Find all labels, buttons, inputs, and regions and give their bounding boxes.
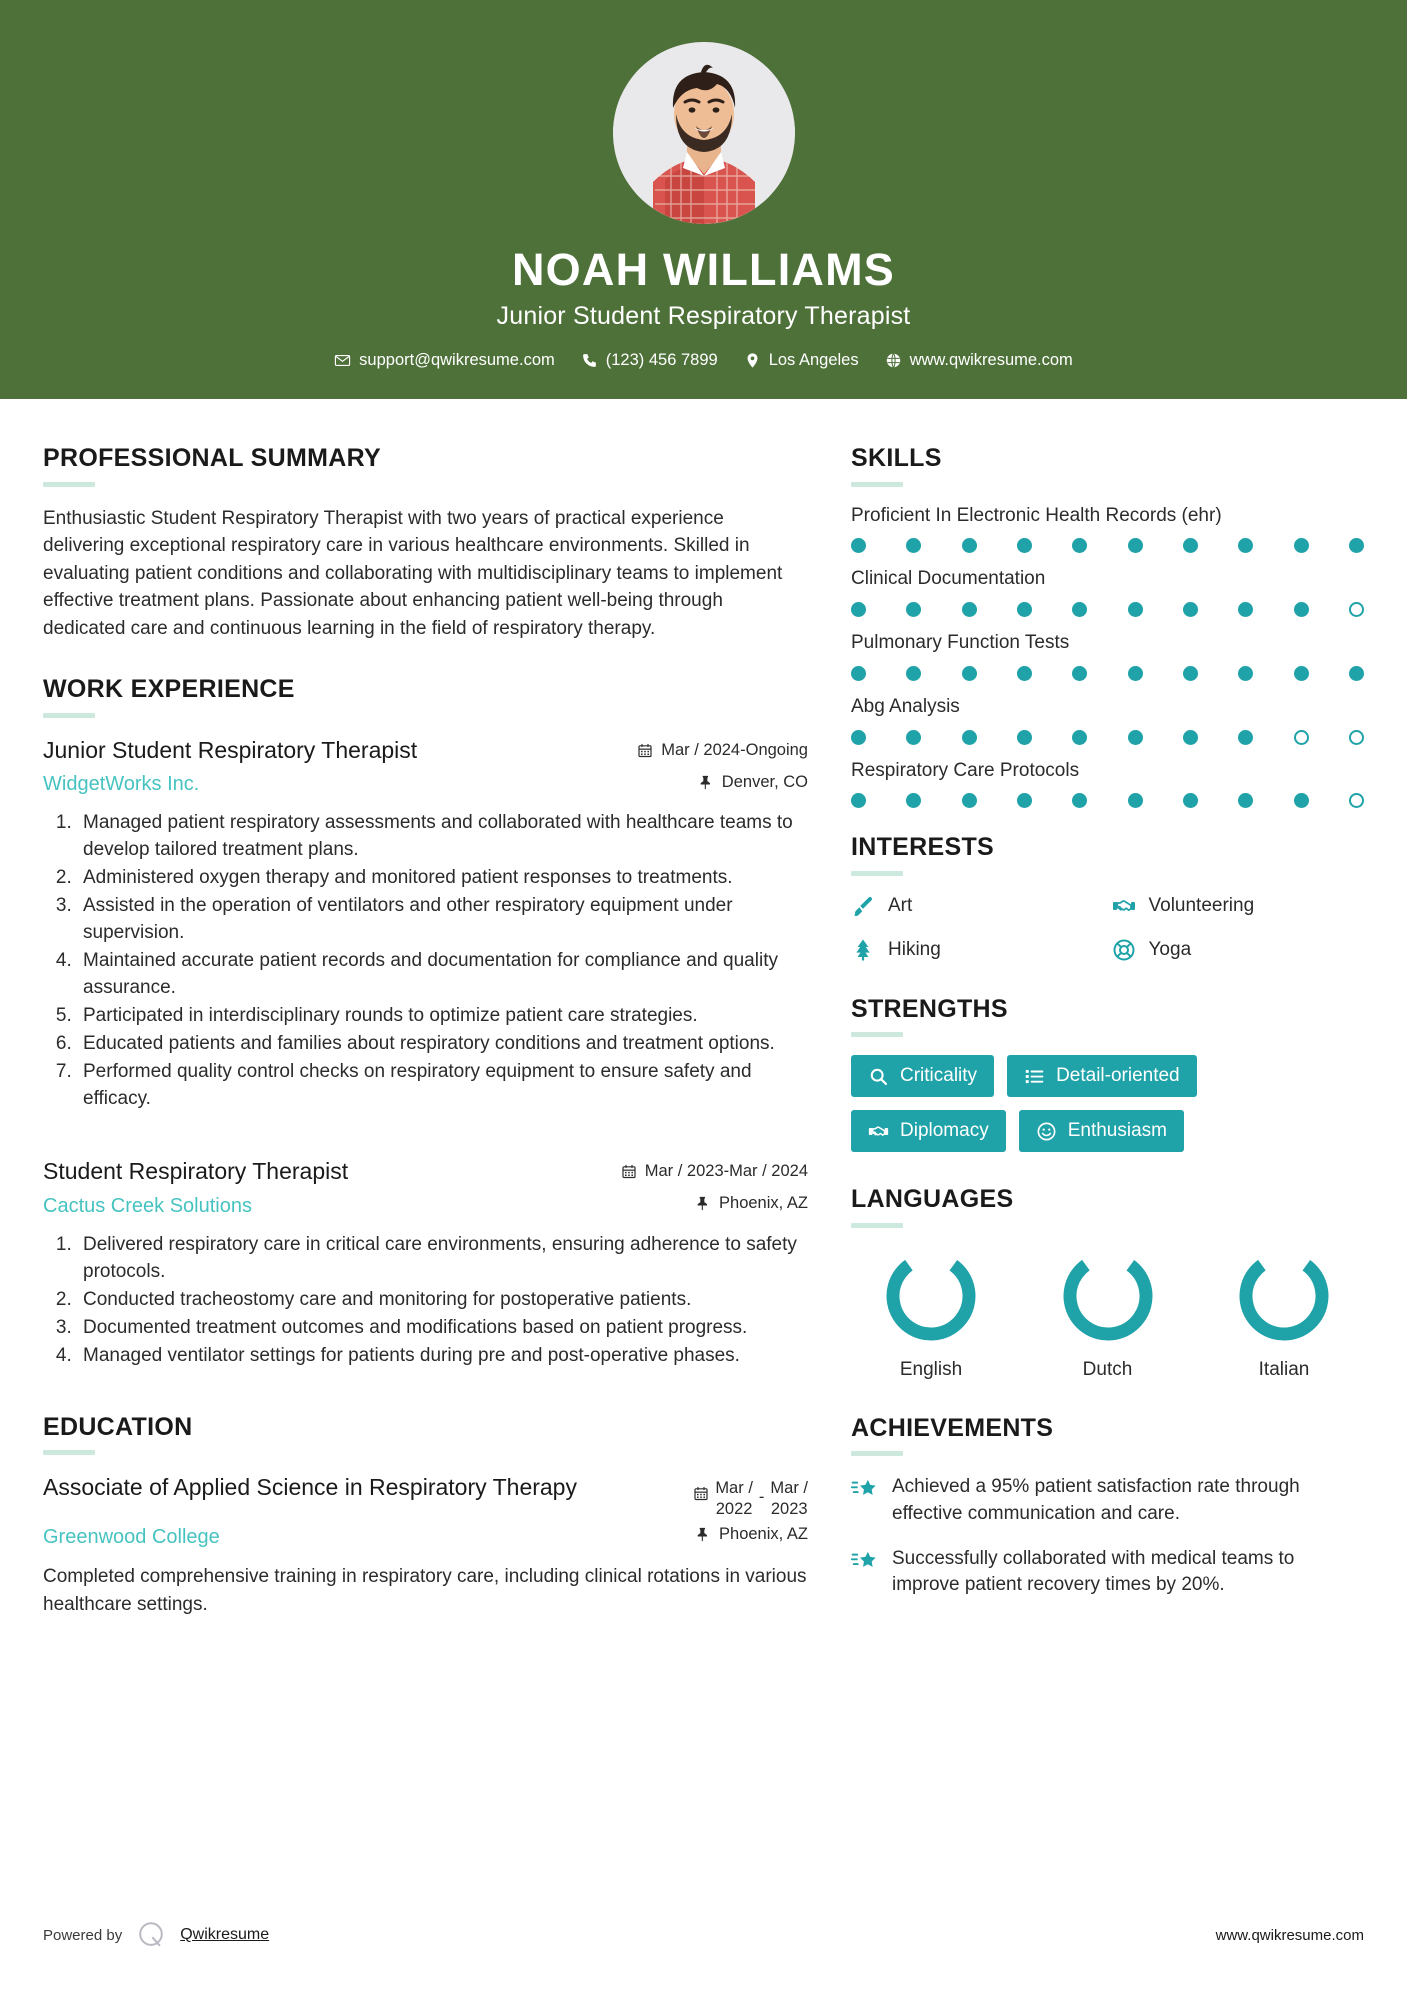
- skill-item: [851, 760, 1364, 809]
- list-icon: [1024, 1066, 1045, 1087]
- pushpin-icon: [698, 774, 714, 791]
- bullet-item: 6. Educated patients and families about respiratory conditions and treatment options.: [77, 1031, 808, 1058]
- achievement-text: Achieved a 95% patient satisfaction rate through effective communication and care.: [892, 1476, 1300, 1525]
- skill-item: [851, 568, 1364, 617]
- skill-dot-filled: [962, 666, 977, 681]
- skill-dot-empty: [1349, 793, 1364, 808]
- skill-dot-filled: [1017, 730, 1032, 745]
- education-entry-location-text: Phoenix, AZ: [719, 1525, 808, 1544]
- skill-dot-filled: [851, 793, 866, 808]
- strength-chip-enthusiasm: [1019, 1110, 1184, 1152]
- phone-icon: [581, 352, 598, 369]
- contact-row: [321, 351, 1086, 370]
- education-date-end-year: 2023: [770, 1499, 808, 1518]
- person-job-title: Junior Student Respiratory Therapist: [496, 302, 911, 331]
- skill-rating: [851, 730, 1364, 745]
- work-entry-location: [637, 773, 808, 792]
- skill-dot-filled: [1128, 602, 1143, 617]
- education-entry-degree: Associate of Applied Science in Respiratory Therapy: [43, 1474, 577, 1501]
- section-rule: [851, 1032, 903, 1037]
- strength-label: Enthusiasm: [1067, 1120, 1167, 1142]
- skill-dot-filled: [1072, 666, 1087, 681]
- interest-item: [1112, 938, 1365, 962]
- work-entry-location-text: Denver, CO: [721, 772, 808, 791]
- professional-summary-text: Enthusiastic Student Respiratory Therapist with two years of practical experience delivering exceptional respiratory care in various healthcare environments. Skilled in evaluating patient conditions and collaborating with multidisciplinary teams to implement effective treatment plans. Passionate about enhancing patient well-being through dedicated care and continuous learning in the field of respiratory therapy.: [43, 507, 783, 639]
- skill-dot-filled: [1017, 793, 1032, 808]
- section-rule: [851, 482, 903, 487]
- qwikresume-logo-icon: [136, 1920, 166, 1950]
- magnifier-icon: [868, 1066, 889, 1087]
- skill-dot-filled: [1072, 538, 1087, 553]
- section-rule: [43, 713, 95, 718]
- skill-dot-filled: [962, 793, 977, 808]
- skill-dot-filled: [1294, 538, 1309, 553]
- skill-dot-filled: [1238, 793, 1253, 808]
- work-entry-company: WidgetWorks Inc.: [43, 773, 200, 796]
- education-entry-dates: [693, 1478, 808, 1519]
- section-title-skills: SKILLS: [851, 444, 942, 472]
- footer-brand: [43, 1920, 269, 1950]
- section-achievements: [851, 1415, 1364, 1599]
- contact-phone[interactable]: [568, 351, 731, 370]
- skill-rating: [851, 666, 1364, 681]
- skill-item: [851, 632, 1364, 681]
- work-entry-left: [43, 1157, 603, 1218]
- skill-dot-filled: [1183, 538, 1198, 553]
- strength-label: Diplomacy: [900, 1120, 989, 1142]
- avatar: [613, 42, 795, 224]
- skill-dot-filled: [1349, 538, 1364, 553]
- skill-dot-filled: [851, 666, 866, 681]
- contact-location-text: Los Angeles: [768, 351, 859, 370]
- tree-icon: [851, 938, 875, 962]
- bullet-item: 2. Conducted tracheostomy care and monitoring for postoperative patients.: [77, 1287, 808, 1314]
- skill-item: [851, 696, 1364, 745]
- skill-dot-filled: [1238, 666, 1253, 681]
- language-item: [851, 1246, 1011, 1381]
- education-entry-description: Completed comprehensive training in respiratory care, including clinical rotations in various healthcare settings.: [43, 1566, 807, 1615]
- skill-dot-filled: [1017, 538, 1032, 553]
- section-title-achievements: ACHIEVEMENTS: [851, 1413, 1054, 1442]
- contact-email[interactable]: [321, 351, 568, 370]
- skill-dot-filled: [1238, 730, 1253, 745]
- skill-dot-filled: [906, 730, 921, 745]
- bullet-item: 1. Delivered respiratory care in critical care environments, ensuring adherence to safety protocols.: [77, 1232, 808, 1286]
- strength-chip-detail-oriented: [1007, 1055, 1197, 1097]
- interest-item: [851, 894, 1104, 918]
- achievement-text: Successfully collaborated with medical teams to improve patient recovery times by 20%.: [892, 1547, 1295, 1596]
- skill-dot-filled: [1128, 730, 1143, 745]
- section-education: [43, 1414, 808, 1618]
- language-item: [1028, 1246, 1188, 1381]
- calendar-icon: [637, 742, 653, 759]
- section-interests: [851, 834, 1364, 962]
- skill-dot-filled: [1072, 602, 1087, 617]
- skill-dot-filled: [1128, 538, 1143, 553]
- strength-chip-criticality: [851, 1055, 994, 1097]
- interest-label: Art: [888, 894, 913, 916]
- language-item: [1204, 1246, 1364, 1381]
- skill-name: Proficient In Electronic Health Records (ehr): [851, 504, 1222, 526]
- education-entry-left: [43, 1473, 675, 1502]
- qwikresume-link[interactable]: Qwikresume: [180, 1926, 270, 1943]
- powered-by-label: Powered by: [43, 1926, 123, 1944]
- education-entry-header: [43, 1473, 808, 1519]
- calendar-icon: [693, 1485, 709, 1502]
- language-progress-ring: [1234, 1246, 1334, 1346]
- achievement-item: [851, 1474, 1364, 1527]
- footer-website: www.qwikresume.com: [1215, 1926, 1364, 1944]
- skill-dot-filled: [962, 730, 977, 745]
- section-title-professional-summary: PROFESSIONAL SUMMARY: [43, 444, 381, 472]
- language-label: Dutch: [1082, 1358, 1133, 1380]
- skill-name: Abg Analysis: [851, 695, 960, 717]
- education-entry-meta: [693, 1473, 808, 1519]
- strength-label: Detail-oriented: [1056, 1065, 1180, 1087]
- education-date-start-year: 2022: [715, 1499, 753, 1518]
- skill-dot-filled: [1128, 793, 1143, 808]
- resume-body: [0, 399, 1407, 1618]
- pushpin-icon: [695, 1526, 711, 1543]
- skill-dot-empty: [1349, 730, 1364, 745]
- section-rule: [43, 1450, 95, 1455]
- pushpin-icon: [695, 1195, 711, 1212]
- work-entry-bullets: [43, 1232, 808, 1370]
- contact-email-text: support@qwikresume.com: [359, 351, 555, 370]
- skill-dot-filled: [1183, 602, 1198, 617]
- lifebuoy-icon: [1112, 938, 1136, 962]
- education-date-end: [770, 1478, 808, 1519]
- interest-label: Hiking: [888, 938, 941, 960]
- language-progress-ring: [881, 1246, 981, 1346]
- skill-rating: [851, 602, 1364, 617]
- bullet-item: 5. Participated in interdisciplinary rounds to optimize patient care strategies.: [77, 1003, 808, 1030]
- handshake-icon: [1112, 894, 1136, 918]
- interests-grid: [851, 894, 1364, 962]
- skill-item: [851, 505, 1364, 554]
- section-skills: [851, 445, 1364, 808]
- bullet-item: 3. Assisted in the operation of ventilators and other respiratory equipment under supervision.: [77, 893, 808, 947]
- skill-dot-filled: [1238, 538, 1253, 553]
- section-title-strengths: STRENGTHS: [851, 994, 1008, 1023]
- skill-dot-filled: [851, 730, 866, 745]
- smiley-icon: [1036, 1121, 1057, 1142]
- language-progress-ring: [1058, 1246, 1158, 1346]
- section-rule: [43, 482, 95, 487]
- skill-dot-filled: [1183, 730, 1198, 745]
- skill-dot-filled: [1294, 793, 1309, 808]
- bullet-item: 1. Managed patient respiratory assessments and collaborated with healthcare teams to develop tailored treatment plans.: [77, 810, 808, 864]
- envelope-icon: [334, 352, 351, 369]
- section-title-education: EDUCATION: [43, 1412, 193, 1441]
- work-entry-meta: [621, 1157, 808, 1213]
- skill-dot-filled: [906, 666, 921, 681]
- skill-name: Respiratory Care Protocols: [851, 759, 1080, 781]
- bullet-item: 3. Documented treatment outcomes and modifications based on patient progress.: [77, 1315, 808, 1342]
- bullet-item: 7. Performed quality control checks on respiratory equipment to ensure safety and efficacy.: [77, 1059, 808, 1113]
- bullet-item: 4. Maintained accurate patient records and documentation for compliance and quality assurance.: [77, 948, 808, 1002]
- language-label: Italian: [1258, 1358, 1310, 1380]
- work-entry-location: [621, 1194, 808, 1213]
- skill-dot-filled: [906, 793, 921, 808]
- skill-dot-filled: [1017, 602, 1032, 617]
- work-entry-dates: [621, 1162, 808, 1181]
- skill-dot-filled: [906, 602, 921, 617]
- skill-dot-filled: [1017, 666, 1032, 681]
- interest-item: [851, 938, 1104, 962]
- contact-website-text: www.qwikresume.com: [909, 351, 1073, 370]
- skill-rating: [851, 538, 1364, 553]
- education-entry-subheader: [43, 1525, 808, 1549]
- work-entry-title: Junior Student Respiratory Therapist: [43, 736, 418, 763]
- strength-chip-diplomacy: [851, 1110, 1006, 1152]
- bullet-item: 2. Administered oxygen therapy and monitored patient responses to treatments.: [77, 865, 808, 892]
- languages-list: [851, 1246, 1364, 1381]
- skill-dot-filled: [906, 538, 921, 553]
- skill-dot-filled: [962, 538, 977, 553]
- education-date-start-month: Mar /: [715, 1479, 753, 1498]
- skill-dot-empty: [1294, 730, 1309, 745]
- section-languages: [851, 1186, 1364, 1381]
- globe-icon: [885, 352, 902, 369]
- skill-dot-filled: [851, 538, 866, 553]
- section-work-experience: [43, 676, 808, 1370]
- resume-header: [0, 0, 1407, 399]
- language-label: English: [899, 1358, 963, 1380]
- section-rule: [851, 1451, 903, 1456]
- resume-footer: [0, 1880, 1407, 1990]
- section-rule: [851, 871, 903, 876]
- section-rule: [851, 1223, 903, 1228]
- skill-rating: [851, 793, 1364, 808]
- education-entry-location: [695, 1525, 808, 1544]
- skill-dot-filled: [1294, 666, 1309, 681]
- work-entry-dates-text: Mar / 2024-Ongoing: [661, 740, 808, 759]
- work-entry: [43, 1157, 808, 1370]
- location-pin-icon: [744, 352, 761, 369]
- right-column: [851, 445, 1364, 1617]
- work-entry-dates-text: Mar / 2023-Mar / 2024: [644, 1162, 808, 1181]
- person-name: NOAH WILLIAMS: [511, 244, 896, 295]
- interest-item: [1112, 894, 1365, 918]
- section-title-interests: INTERESTS: [851, 833, 994, 862]
- section-professional-summary: [43, 445, 808, 642]
- interest-label: Yoga: [1148, 938, 1192, 960]
- handshake-icon: [868, 1121, 889, 1142]
- skill-dot-filled: [962, 602, 977, 617]
- contact-phone-text: (123) 456 7899: [605, 351, 718, 370]
- work-entry-header: [43, 1157, 808, 1218]
- work-entry-title: Student Respiratory Therapist: [43, 1158, 349, 1185]
- skill-dot-filled: [1128, 666, 1143, 681]
- education-entry-school: Greenwood College: [43, 1526, 220, 1549]
- shooting-star-icon: [851, 1477, 878, 1504]
- education-date-start: [715, 1478, 753, 1519]
- education-date-separator: -: [758, 1488, 765, 1507]
- left-column: [43, 445, 808, 1618]
- work-entry-meta: [637, 736, 808, 792]
- skill-name: Pulmonary Function Tests: [851, 632, 1070, 654]
- section-title-languages: LANGUAGES: [851, 1185, 1014, 1214]
- contact-location: [731, 351, 872, 370]
- achievement-item: [851, 1546, 1364, 1599]
- paintbrush-icon: [851, 894, 875, 918]
- calendar-icon: [621, 1163, 637, 1180]
- section-title-work-experience: WORK EXPERIENCE: [43, 675, 295, 704]
- shooting-star-icon: [851, 1549, 878, 1576]
- education-entry: [43, 1473, 808, 1618]
- section-strengths: [851, 996, 1364, 1153]
- work-entry-location-text: Phoenix, AZ: [719, 1194, 808, 1213]
- work-entry-dates: [637, 741, 808, 760]
- skill-dot-filled: [1238, 602, 1253, 617]
- skill-dot-empty: [1349, 602, 1364, 617]
- skill-dot-filled: [1183, 793, 1198, 808]
- education-date-end-month: Mar /: [770, 1479, 808, 1498]
- strength-label: Criticality: [900, 1065, 978, 1087]
- work-entry-header: [43, 736, 808, 797]
- skill-name: Clinical Documentation: [851, 568, 1046, 590]
- work-entry-company: Cactus Creek Solutions: [43, 1194, 252, 1217]
- work-entry: [43, 736, 808, 1113]
- skill-dot-filled: [1349, 666, 1364, 681]
- work-entry-bullets: [43, 810, 808, 1113]
- skill-dot-filled: [1072, 730, 1087, 745]
- bullet-item: 4. Managed ventilator settings for patients during pre and post-operative phases.: [77, 1343, 808, 1370]
- skill-dot-filled: [1072, 793, 1087, 808]
- skill-dot-filled: [1183, 666, 1198, 681]
- skill-dot-filled: [1294, 602, 1309, 617]
- interest-label: Volunteering: [1148, 894, 1255, 916]
- contact-website[interactable]: [872, 351, 1086, 370]
- strengths-list: [851, 1055, 1364, 1152]
- work-entry-left: [43, 736, 619, 797]
- skill-dot-filled: [851, 602, 866, 617]
